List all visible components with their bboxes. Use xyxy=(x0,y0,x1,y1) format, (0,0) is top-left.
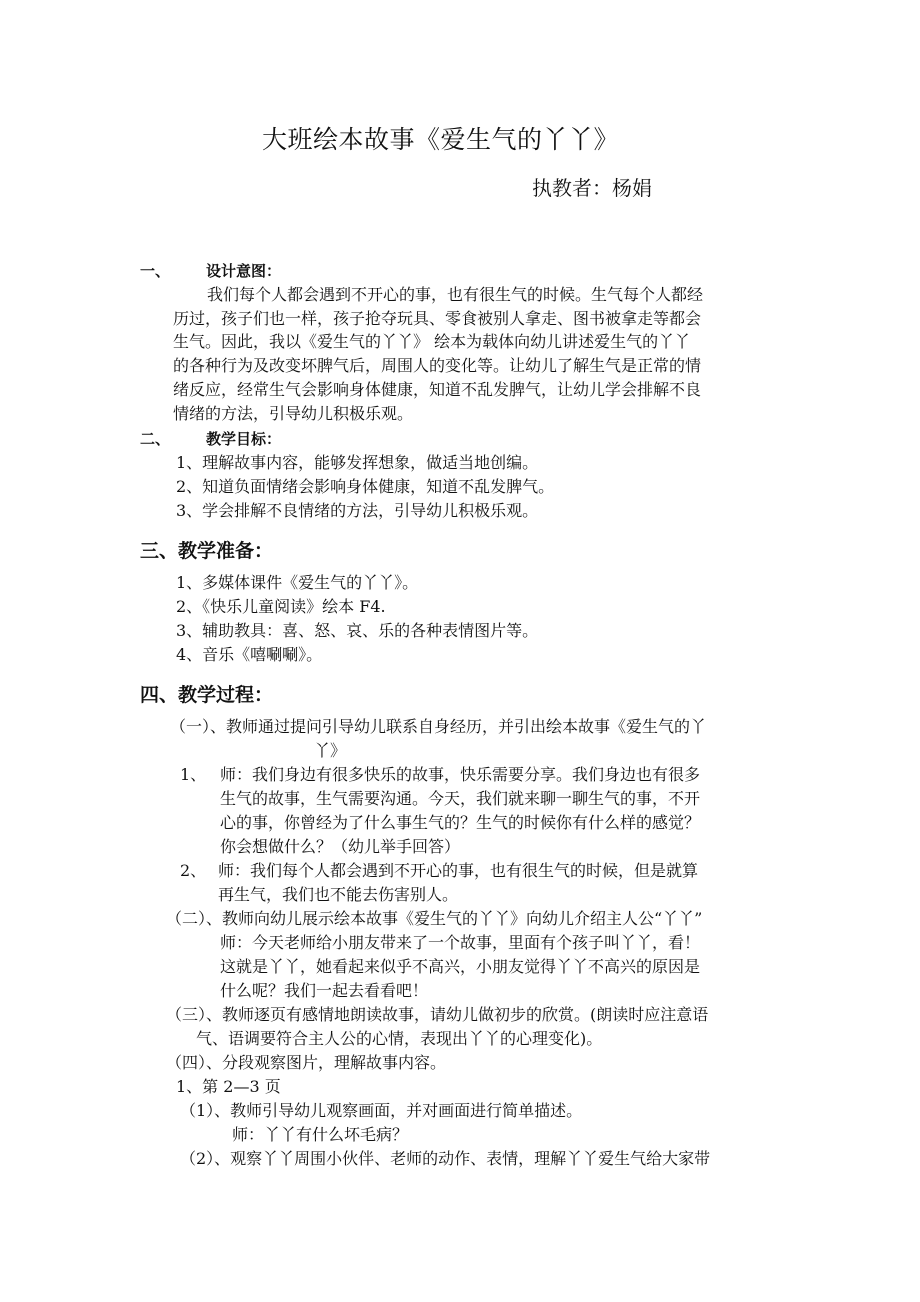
teacher-name: 执教者：杨娟 xyxy=(532,176,652,200)
section1-line: 我们每个人都会遇到不开心的事，也有很生气的时候。生气每个人都经 xyxy=(207,285,704,304)
section4-item-number: 1、 xyxy=(180,765,207,784)
section4-line: 这就是丫丫，她看起来似乎不高兴，小朋友觉得丫丫不高兴的原因是 xyxy=(220,957,701,976)
section4-line: 再生气，我们也不能去伤害别人。 xyxy=(218,885,459,904)
section4-line: 师：今天老师给小朋友带来了一个故事，里面有个孩子叫丫丫，看！ xyxy=(220,933,701,952)
section3-item: 4、音乐《嘻唰唰》。 xyxy=(176,645,323,664)
section3-heading: 三、教学准备： xyxy=(140,540,274,562)
section1-heading: 设计意图： xyxy=(206,262,282,280)
section4-line: 什么呢？我们一起去看看吧！ xyxy=(220,981,429,1000)
section4-line: 丫》 xyxy=(314,741,347,760)
section3-item: 1、多媒体课件《爱生气的丫丫》。 xyxy=(176,573,419,592)
section1-line: 情绪的方法，引导幼儿积极乐观。 xyxy=(173,404,414,423)
section4-line: 师：我们每个人都会遇到不开心的事，也有很生气的时候，但是就算 xyxy=(218,861,699,880)
section4-item-number: 2、 xyxy=(180,861,207,880)
section1-line: 绪反应，经常生气会影响身体健康，知道不乱发脾气，让幼儿学会排解不良 xyxy=(173,380,702,399)
section3-item: 3、辅助教具：喜、怒、哀、乐的各种表情图片等。 xyxy=(176,621,539,640)
section2-item: 1、理解故事内容，能够发挥想象，做适当地创编。 xyxy=(176,453,539,472)
section4-line: 你会想做什么？（幼儿举手回答） xyxy=(220,837,461,856)
section4-line: 心的事，你曾经为了什么事生气的？生气的时候你有什么样的感觉？ xyxy=(220,813,701,832)
section4-line: （四）、分段观察图片，理解故事内容。 xyxy=(166,1053,447,1072)
section1-number: 一、 xyxy=(140,262,171,280)
section4-line: （二）、教师向幼儿展示绘本故事《爱生气的丫丫》向幼儿介绍主人公“丫丫” xyxy=(166,909,703,928)
section4-line: （2）、观察丫丫周围小伙伴、老师的动作、表情，理解丫丫爱生气给大家带 xyxy=(180,1149,711,1168)
section4-line: 师：丫丫有什么坏毛病？ xyxy=(232,1125,409,1144)
section4-line: （三）、教师逐页有感情地朗读故事，请幼儿做初步的欣赏。(朗读时应注意语 xyxy=(166,1005,709,1024)
section4-line: 气、语调要符合主人公的心情，表现出丫丫的心理变化)。 xyxy=(196,1029,603,1048)
section2-number: 二、 xyxy=(140,430,171,448)
section2-item: 2、知道负面情绪会影响身体健康，知道不乱发脾气。 xyxy=(176,477,555,496)
section4-line: 1、第 2—3 页 xyxy=(176,1077,281,1096)
section4-line: 生气的故事，生气需要沟通。今天，我们就来聊一聊生气的事，不开 xyxy=(220,789,701,808)
section2-heading: 教学目标： xyxy=(206,430,282,448)
document-title: 大班绘本故事《爱生气的丫丫》 xyxy=(262,125,620,154)
section2-item: 3、学会排解不良情绪的方法，引导幼儿积极乐观。 xyxy=(176,501,539,520)
section4-line: （一）、教师通过提问引导幼儿联系自身经历，并引出绘本故事《爱生气的丫 xyxy=(170,717,707,736)
section1-line: 的各种行为及改变坏脾气后，周围人的变化等。让幼儿了解生气是正常的情 xyxy=(173,356,702,375)
section4-line: （1）、教师引导幼儿观察画面，并对画面进行简单描述。 xyxy=(180,1101,583,1120)
section4-line: 师：我们身边有很多快乐的故事，快乐需要分享。我们身边也有很多 xyxy=(220,765,701,784)
section1-line: 生气。因此，我以《爱生气的丫丫》 绘本为载体向幼儿讲述爱生气的丫丫 xyxy=(173,332,691,351)
section3-item: 2、《快乐儿童阅读》绘本 F4. xyxy=(176,597,386,616)
section1-line: 历过，孩子们也一样，孩子抢夺玩具、零食被别人拿走、图书被拿走等都会 xyxy=(173,309,702,328)
section4-heading: 四、教学过程： xyxy=(140,684,274,706)
